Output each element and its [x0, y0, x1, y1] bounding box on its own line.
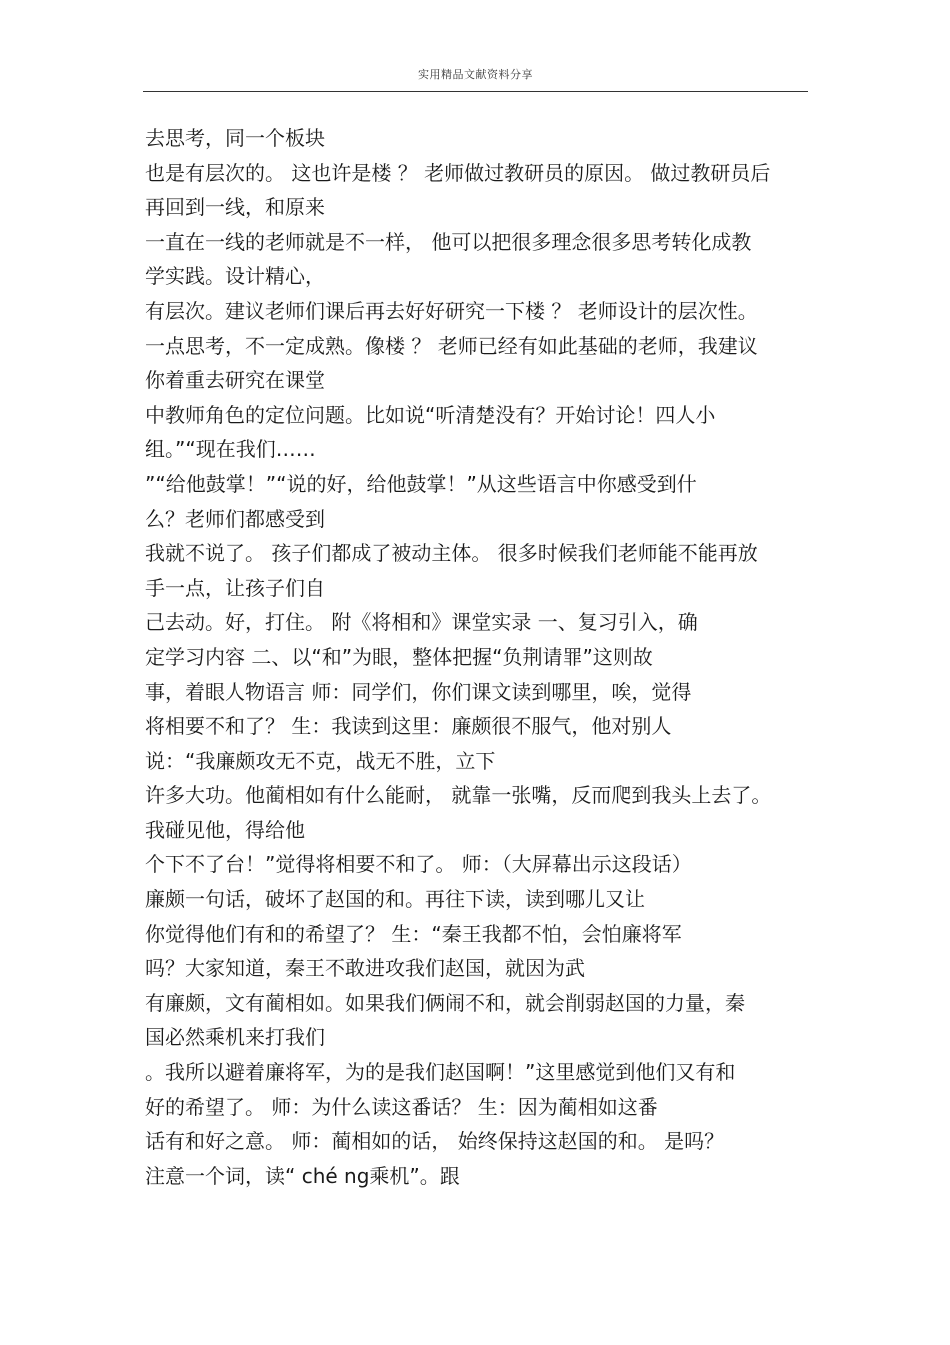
text-line: 许多大功。他蔺相如有什么能耐， 就靠一张嘴，反而爬到我头上去了。 — [145, 783, 772, 808]
text-line: 手一点，让孩子们自 — [145, 575, 325, 600]
text-line: 你着重去研究在课堂 — [145, 368, 325, 393]
text-line: 我碰见他，得给他 — [145, 817, 305, 842]
text-line: 。我所以避着廉将军，为的是我们赵国啊！”这里感觉到他们又有和 — [145, 1060, 736, 1085]
text-line: 我就不说了。 孩子们都成了被动主体。 很多时候我们老师能不能再放 — [145, 541, 758, 566]
text-line: 你觉得他们有和的希望了？ 生：“秦王我都不怕，会怕廉将军 — [145, 921, 682, 946]
page-header: 实用精品文献资料分享 — [418, 68, 533, 81]
text-line: 吗？大家知道，秦王不敢进攻我们赵国，就因为武 — [145, 956, 585, 981]
text-line: 将相要不和了？ 生：我读到这里：廉颇很不服气，他对别人 — [145, 714, 672, 739]
text-line: 话有和好之意。 师：蔺相如的话， 始终保持这赵国的和。 是吗？ — [145, 1129, 725, 1154]
text-line: 学实践。设计精心， — [145, 264, 325, 289]
text-line: 廉颇一句话，破坏了赵国的和。再往下读，读到哪儿又让 — [145, 887, 645, 912]
header-rule — [143, 91, 808, 92]
text-line: 么？老师们都感受到 — [145, 506, 325, 531]
text-line: 去思考，同一个板块 — [145, 126, 325, 150]
text-line: 个下不了台！”觉得将相要不和了。 师：（大屏幕出示这段话） — [145, 852, 692, 877]
text-line: 有廉颇，文有蔺相如。如果我们俩闹不和，就会削弱赵国的力量，秦 — [145, 990, 745, 1015]
text-line: 国必然乘机来打我们 — [145, 1025, 325, 1050]
text-line: 说：“我廉颇攻无不克，战无不胜，立下 — [145, 748, 496, 773]
text-line: 有层次。建议老师们课后再去好好研究一下楼 ？ 老师设计的层次性。 — [145, 298, 758, 323]
text-line: 中教师角色的定位问题。比如说“听清楚没有？开始讨论！四人小 — [145, 402, 716, 427]
document-body — [145, 121, 805, 1193]
text-line: 组。”“现在我们…… — [145, 437, 316, 462]
text-line: 一直在一线的老师就是不一样， 他可以把很多理念很多思考转化成教 — [145, 229, 752, 254]
text-line: 注意一个词，读“ ché ng乘机”。跟 — [145, 1163, 460, 1188]
text-line: 一点思考，不一定成熟。像楼 ？ 老师已经有如此基础的老师，我建议 — [145, 333, 758, 358]
text-line: 事，着眼人物语言 师：同学们，你们课文读到哪里，唉，觉得 — [145, 679, 692, 704]
text-line: 己去动。好，打住。 附《将相和》课堂实录 一、复习引入，确 — [145, 610, 698, 635]
text-line: 定学习内容 二、以“和”为眼，整体把握“负荆请罪”这则故 — [145, 644, 653, 669]
text-line: 也是有层次的。 这也许是楼 ？ 老师做过教研员的原因。 做过教研员后 — [145, 160, 771, 185]
text-line: ”“给他鼓掌！”“说的好，给他鼓掌！”从这些语言中你感受到什 — [145, 471, 697, 496]
text-line: 再回到一线，和原来 — [145, 195, 325, 220]
text-line: 好的希望了。 师：为什么读这番话？ 生：因为蔺相如这番 — [145, 1094, 658, 1119]
